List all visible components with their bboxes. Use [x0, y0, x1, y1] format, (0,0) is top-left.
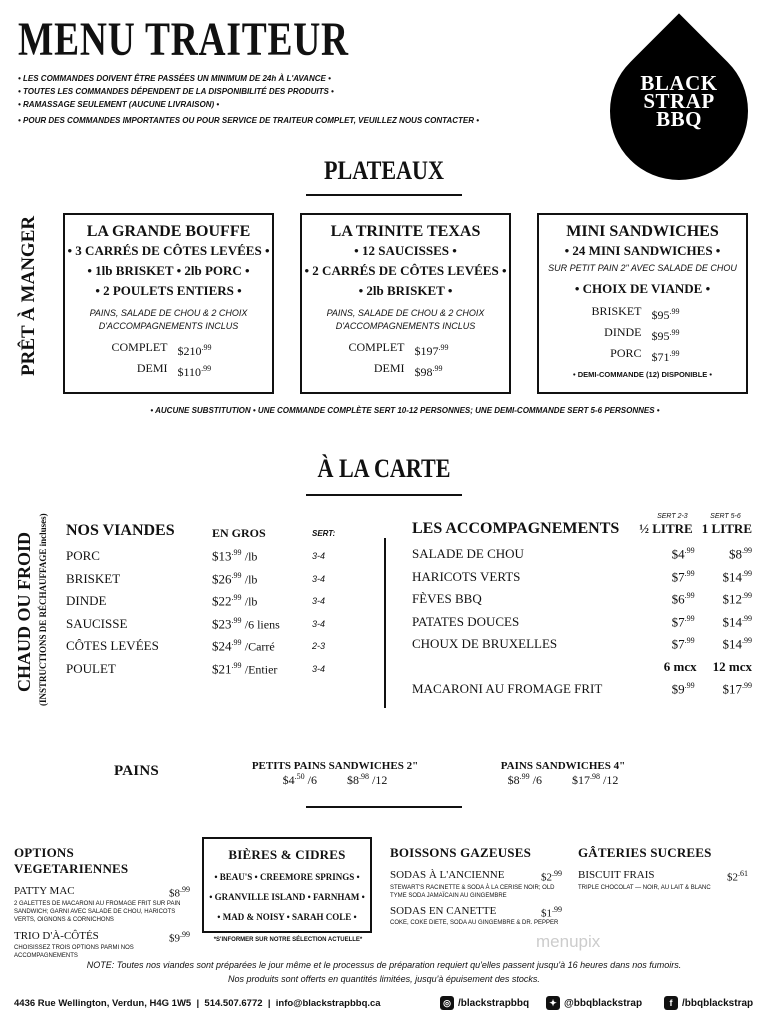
phone-link[interactable]: 514.507.6772	[204, 998, 263, 1009]
unit: /12	[372, 773, 388, 787]
viandes-title: NOS VIANDES	[66, 522, 175, 539]
item-description: TRIPLE CHOCOLAT — NOIR, AU LAIT & BLANC	[578, 884, 711, 891]
item-name: MACARONI AU FROMAGE FRIT	[412, 681, 603, 697]
price: $2	[727, 871, 738, 884]
price: $17	[572, 773, 590, 787]
price: $8	[729, 546, 742, 562]
price: $4	[671, 546, 685, 562]
price: $7	[671, 613, 685, 629]
sert-small: SERT 2-3	[657, 513, 688, 520]
price-cents: .99	[231, 615, 242, 625]
unit: /6	[307, 773, 317, 787]
note-line: Nos produits sont offerts en quantités limitées, jusqu'à épuisement des stocks.	[228, 974, 540, 984]
plateaux-header: PLATEAUX	[324, 156, 444, 185]
item-description: COKE, COKE DIETE, SODA AU GINGEMBRE & DR. PEPPER	[390, 920, 559, 927]
plateau-line: • 12 SAUCISSES •	[354, 243, 457, 258]
price: $24	[212, 638, 232, 654]
serves: 2-3	[312, 641, 326, 652]
price: $26	[212, 570, 232, 586]
beer-line: • BEAU'S • CREEMORE SPRINGS •	[214, 872, 360, 882]
divider	[306, 806, 462, 808]
price-cents: .99	[231, 548, 242, 558]
pains-4	[468, 760, 658, 788]
menu-item	[66, 613, 356, 636]
unit: /6 liens	[244, 616, 280, 631]
plateau-line: • 2 CARRÉS DE CÔTES LEVÉES •	[304, 263, 507, 278]
plateau-includes: PAINS, SALADE DE CHOU & 2 CHOIX D'ACCOMPAGNEMENTS INCLUS	[326, 308, 485, 331]
serves: 3-4	[312, 573, 326, 584]
item-name: DINDE	[66, 593, 107, 609]
instagram-handle: /blackstrapbbq	[458, 997, 530, 1009]
item-name: PORC	[66, 548, 100, 564]
unit: /lb	[244, 571, 258, 586]
rule: • LES COMMANDES DOIVENT ÊTRE PASSÉES UN MINIMUM DE 24h À L'AVANCE •	[18, 74, 331, 83]
price: $6	[671, 591, 685, 607]
unit: /lb	[244, 549, 258, 564]
price-cents: .99	[742, 546, 752, 556]
price-cents: .99	[684, 591, 695, 601]
divider	[306, 194, 462, 196]
logo	[610, 71, 748, 131]
price: $197	[414, 344, 439, 358]
note-line: NOTE: Toutes nos viandes sont préparées le jour même et le processus de préparation requiert qu'elles passent jusqu'à 16 heures dans nos fumoirs.	[86, 960, 682, 970]
price-cents: .99	[684, 568, 695, 578]
price: $7	[671, 636, 685, 652]
section-title: BOISSONS GAZEUSES	[390, 845, 532, 860]
rule: • POUR DES COMMANDES IMPORTANTES OU POUR SERVICE DE TRAITEUR COMPLET, VEUILLEZ NOUS CONTACTER •	[18, 116, 480, 125]
unit: /12	[603, 773, 619, 787]
column-divider	[384, 538, 386, 708]
item-name: PATATES DOUCES	[412, 613, 520, 629]
email-link[interactable]: info@blackstrapbbq.ca	[275, 998, 381, 1009]
price-cents: .99	[669, 349, 680, 358]
soda-section	[390, 845, 562, 927]
dessert-section	[578, 845, 748, 892]
price: $4	[282, 773, 295, 787]
price: $13	[212, 548, 232, 564]
viandes-section	[66, 520, 356, 680]
order-rules	[18, 72, 479, 127]
menu-item	[412, 543, 752, 566]
price: $21	[212, 660, 232, 676]
instagram-link[interactable]	[440, 996, 529, 1010]
menu-item	[66, 590, 356, 613]
twitter-handle: @bbqblackstrap	[564, 997, 643, 1009]
price-label: DEMI	[373, 361, 405, 375]
item-name: POULET	[66, 660, 116, 676]
price-cents: .99	[742, 681, 752, 691]
menu-item	[66, 658, 356, 681]
item-name: BISCUIT FRAIS	[578, 869, 655, 881]
price-row	[539, 324, 746, 345]
item-description: CHOISISSEZ TROIS OPTIONS PARMI NOS ACCOMPAGNEMENTS	[14, 945, 134, 960]
price-label: COMPLET	[348, 340, 405, 354]
twitter-icon: ✦	[546, 996, 560, 1010]
pain-title: PAINS SANDWICHES 4"	[500, 760, 626, 772]
section-title: BIÈRES & CIDRES	[228, 847, 346, 862]
facebook-handle: /bbqblackstrap	[682, 997, 754, 1009]
price: $17	[722, 681, 742, 697]
price-row	[539, 303, 746, 324]
plateau-includes: PAINS, SALADE DE CHOU & 2 CHOIX D'ACCOMPAGNEMENTS INCLUS	[89, 308, 248, 331]
logo-line: BLACK	[640, 71, 718, 95]
unit: /Carré	[244, 639, 275, 654]
price-cents: .99	[201, 364, 212, 373]
price-cents: .99	[432, 364, 443, 373]
unit: /lb	[244, 594, 258, 609]
divider	[306, 494, 462, 496]
six-pieces-header: 6 mcx	[663, 658, 697, 674]
item-name: SODAS À L'ANCIENNE	[390, 869, 505, 881]
price-cents: .99	[201, 343, 212, 352]
price: $110	[177, 365, 202, 379]
price: $12	[722, 591, 742, 607]
price: $71	[651, 350, 670, 364]
price: $14	[722, 636, 742, 652]
price-cents: .99	[231, 638, 242, 648]
plateaux-note: • AUCUNE SUBSTITUTION • UNE COMMANDE COMPLÈTE SERT 10-12 PERSONNES; UNE DEMI-COMMANDE SERT 5-6 PERSONNES •	[150, 406, 660, 415]
price-row	[65, 360, 272, 381]
vegetarian-section	[14, 845, 190, 960]
price: $2	[541, 871, 552, 884]
item-description: STEWART'S RACINETTE & SODA À LA CERISE NOIR; OLD TYME SODA JAMAÏCAIN AU GINGEMBRE	[390, 884, 555, 899]
menu-item	[412, 611, 752, 634]
serves: 3-4	[312, 618, 326, 629]
price: $210	[177, 344, 202, 358]
price-cents: .98	[359, 772, 369, 781]
sert-header: SERT:	[312, 528, 336, 538]
logo-line: STRAP	[643, 89, 715, 113]
plateau-box	[63, 213, 274, 394]
price-cents: .99	[669, 328, 680, 337]
item-name: CHOUX DE BRUXELLES	[412, 636, 558, 652]
half-order-note: • DEMI-COMMANDE (12) DISPONIBLE •	[572, 370, 712, 379]
twitter-link[interactable]	[546, 996, 642, 1010]
pret-a-manger-label: PRÊT À MANGER	[18, 215, 39, 376]
price: $95	[651, 329, 670, 343]
price: $14	[722, 568, 742, 584]
price-cents: .99	[231, 570, 242, 580]
price-row	[302, 339, 509, 360]
price-cents: .99	[438, 343, 449, 352]
petits-pains	[240, 760, 430, 788]
price: $98	[414, 365, 433, 379]
beer-line: • MAD & NOISY • SARAH COLE •	[217, 912, 357, 922]
plateau-line: • 2lb BRISKET •	[358, 283, 453, 298]
item-name: SAUCISSE	[66, 615, 128, 631]
plateau-title: MINI SANDWICHES	[566, 223, 719, 240]
price: $9	[671, 681, 685, 697]
price: $8	[507, 773, 520, 787]
item-name: CÔTES LEVÉES	[66, 638, 159, 654]
accompagnements-title: LES ACCOMPAGNEMENTS	[412, 520, 620, 537]
logo-line: BBQ	[656, 107, 702, 131]
item-name: TRIO D'À-CÔTÉS	[14, 929, 99, 942]
price-cents: .99	[684, 546, 695, 556]
price-row	[302, 360, 509, 381]
instagram-icon: ◎	[440, 996, 454, 1010]
price: $8	[347, 773, 359, 787]
serves: 3-4	[312, 663, 326, 674]
price-cents: .61	[738, 869, 748, 878]
rule: • TOUTES LES COMMANDES DÉPENDENT DE LA DISPONIBILITÉ DES PRODUITS •	[18, 87, 334, 96]
item-name: PATTY MAC	[14, 885, 75, 897]
price-cents: .98	[590, 772, 600, 781]
pains-label: PAINS	[114, 763, 159, 779]
facebook-link[interactable]	[664, 996, 753, 1010]
item-name: HARICOTS VERTS	[412, 568, 521, 584]
en-gros-header: EN GROS	[212, 525, 266, 540]
plateau-line: • 2 POULETS ENTIERS •	[95, 283, 242, 298]
watermark: menupix	[536, 932, 601, 951]
price: $9	[169, 932, 180, 945]
price: $22	[212, 593, 232, 609]
plateau-title: LA GRANDE BOUFFE	[86, 223, 251, 240]
price-cents: .99	[552, 869, 562, 878]
rule: • RAMASSAGE SEULEMENT (AUCUNE LIVRAISON) •	[18, 100, 220, 109]
price-cents: .99	[742, 591, 752, 601]
plateau-box	[300, 213, 511, 394]
price-label: BRISKET	[591, 304, 642, 318]
price-cents: .99	[684, 636, 695, 646]
plateau-line: • CHOIX DE VIANDE •	[574, 281, 711, 296]
address: 4436 Rue Wellington, Verdun, H4G 1W5	[14, 998, 192, 1009]
beer-line: • GRANVILLE ISLAND • FARNHAM •	[209, 892, 365, 902]
unit: /Entier	[244, 661, 278, 676]
price-cents: .99	[669, 307, 680, 316]
sert-large: SERT 5-6	[710, 513, 741, 520]
price-cents: .99	[742, 568, 752, 578]
beer-box	[202, 837, 372, 933]
price-cents: .99	[519, 772, 530, 781]
price-label: COMPLET	[111, 340, 168, 354]
accompagnements-section	[412, 513, 752, 701]
plateau-title: LA TRINITE TEXAS	[330, 223, 481, 240]
plateau-includes: SUR PETIT PAIN 2" AVEC SALADE DE CHOU	[548, 263, 737, 273]
price: $14	[722, 613, 742, 629]
price-cents: .99	[552, 904, 562, 914]
price-cents: .99	[231, 660, 242, 670]
price: $8	[169, 887, 180, 900]
menu-item	[66, 635, 356, 658]
menu-item	[412, 633, 752, 656]
facebook-icon: f	[664, 996, 678, 1010]
twelve-pieces-header: 12 mcx	[712, 658, 752, 674]
serves: 3-4	[312, 596, 326, 607]
beer-note: *S'INFORMER SUR NOTRE SÉLECTION ACTUELLE*	[213, 937, 363, 943]
item-name: SALADE DE CHOU	[412, 546, 524, 562]
price: $95	[651, 308, 670, 322]
price-cents: .99	[180, 929, 190, 939]
section-title: GÂTERIES SUCREES	[578, 845, 712, 860]
carte-header: À LA CARTE	[317, 454, 451, 483]
price-cents: .99	[684, 613, 695, 623]
price-cents: .99	[684, 681, 695, 691]
menu-title: MENU TRAITEUR	[18, 13, 349, 66]
price: $23	[212, 615, 232, 631]
menu-item	[412, 566, 752, 589]
litre-header: 1 LITRE	[701, 521, 752, 536]
price-label: PORC	[610, 346, 642, 360]
plateau-line: • 1lb BRISKET • 2lb PORC •	[87, 263, 250, 278]
price: $1	[541, 907, 552, 920]
item-name: SODAS EN CANETTE	[390, 904, 497, 917]
item-name: FÈVES BBQ	[412, 591, 482, 607]
price: $7	[671, 568, 685, 584]
item-name: BRISKET	[66, 570, 121, 586]
price-cents: .99	[231, 593, 242, 603]
menu-item	[66, 568, 356, 591]
menu-item	[66, 545, 356, 568]
section-title: OPTIONS VEGETARIENNES	[14, 845, 129, 876]
price-row	[65, 339, 272, 360]
pain-title: PETITS PAINS SANDWICHES 2"	[251, 760, 419, 772]
serves: 3-4	[312, 551, 326, 562]
price-cents: .99	[180, 885, 190, 894]
price-cents: .99	[742, 636, 752, 646]
half-litre-header: ½ LITRE	[639, 521, 693, 536]
price-cents: .50	[294, 772, 305, 781]
price-cents: .99	[742, 613, 752, 623]
footer-contact: 4436 Rue Wellington, Verdun, H4G 1W5 | 514.507.6772 | info@blackstrapbbq.ca	[14, 998, 381, 1009]
plateau-line: • 3 CARRÉS DE CÔTES LEVÉES •	[67, 243, 270, 258]
unit: /6	[532, 773, 542, 787]
price-label: DINDE	[604, 325, 642, 339]
reheat-note: (INSTRUCTIONS DE RÉCHAUFFAGE incluses)	[38, 513, 48, 706]
plateau-box	[537, 213, 748, 394]
chaud-froid-label: CHAUD OU FROID	[14, 532, 34, 692]
plateau-line: • 24 MINI SANDWICHES •	[564, 243, 721, 258]
item-description: 2 GALETTES DE MACARONI AU FROMAGE FRIT SUR PAIN SANDWICH; GARNI AVEC SALADE DE CHOU, HARICOTS VERTS, OIGNONS & CORNICHONS	[14, 900, 181, 923]
menu-item	[412, 678, 752, 701]
price-label: DEMI	[136, 361, 168, 375]
price-row	[539, 345, 746, 366]
menu-item	[412, 588, 752, 611]
